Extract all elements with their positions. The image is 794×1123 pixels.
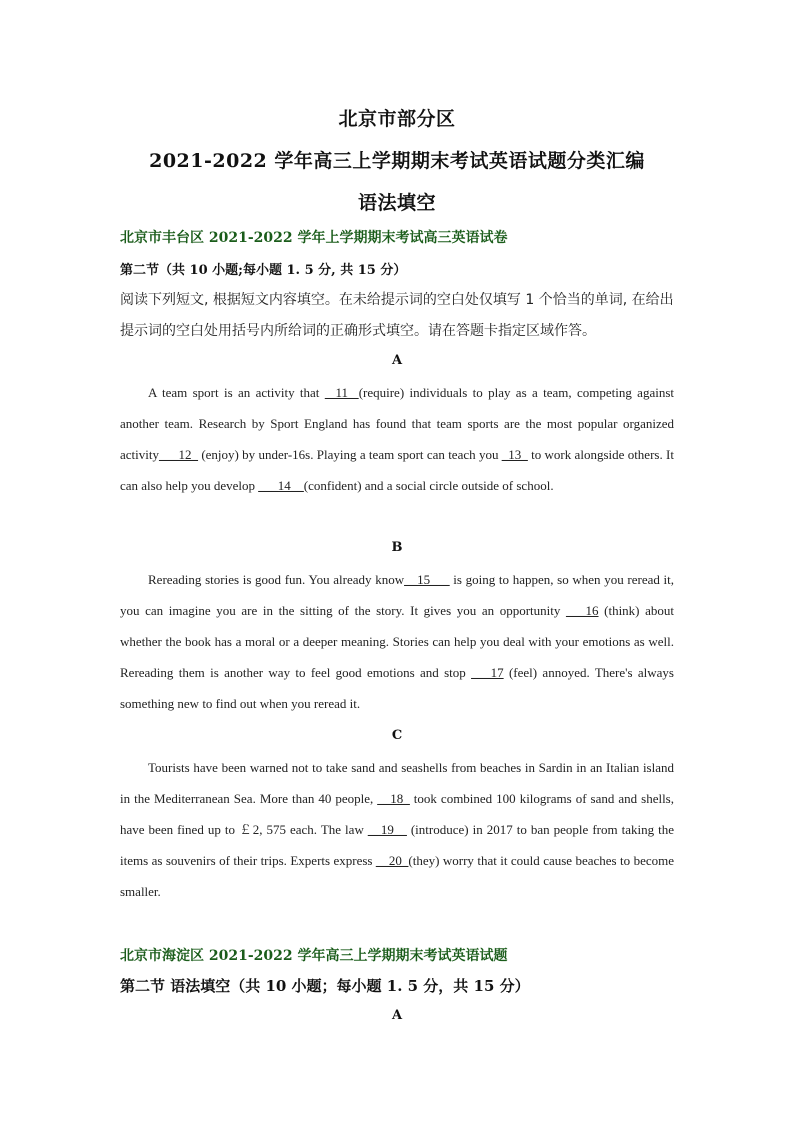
blank-11: 11 [324,385,359,400]
blank-16: ___16 [566,603,599,619]
passage-b-text-3: (think) about whether the book has a moral or a deeper meaning. Stories can help you deal with your emotions as well. Rereading them is another way to feel good emotions and stop [120,603,675,681]
passage-b-text-1: Rereading stories is good fun. You already know [148,572,405,587]
doc-title-region: 北京市部分区 [338,108,456,130]
passage-c-text-1: Tourists have been warned not to take sand and seashells from beaches in Sardin in an Italian island in the Mediterranean Sea. More than 40 people, [120,760,674,807]
passage-a-text-2: (require) individuals to play as a team, competing against another team. Research by Sport England has found that team sports are the most popular organized activity [120,385,674,463]
passage-a-text-5: (confident) and a social circle outside of school. [303,478,554,494]
passage-b-text-2: is going to happen, so when you reread it, you can imagine you are in the sitting of the story. It gives you an opportunity [120,572,675,619]
passage-c-text-2: took combined 100 kilograms of sand and shells, have been fined up to ￡2, 575 each. The law [120,791,674,838]
passage-label-b: B [391,540,403,555]
passage-label-c: C [391,728,403,743]
part-label-fengtai: 第二节（共 10 小题;每小题 1. 5 分, 共 15 分） [120,263,407,278]
passage-c-text-4: (they) worry that it could cause beaches to become smaller. [120,853,674,900]
blank-17: ___17 [471,665,504,681]
doc-title-main: 2021-2022 学年高三上学期期末考试英语试题分类汇编 [149,150,645,172]
blank-15: __15___ [404,572,450,587]
passage-a-text-4: to work alongside others. It can also help you develop [120,447,674,494]
section-title-fengtai: 北京市丰台区 2021-2022 学年上学期期末考试高三英语试卷 [120,230,508,246]
passage-a-text-3: (enjoy) by under-16s. Playing a team sport can teach you [198,447,502,463]
passage-a-text-1: A team sport is an activity that [148,385,325,400]
passage-a [120,377,674,501]
passage-b [120,564,674,719]
blank-20: __20_ [375,853,409,869]
section-title-haidian: 北京市海淀区 2021-2022 学年高三上学期期末考试英语试题 [120,948,508,964]
blank-19: __19__ [367,822,407,838]
part-label-haidian: 第二节 语法填空（共 10 小题；每小题 1. 5 分，共 15 分） [120,977,530,995]
blank-12: ___12_ [159,447,198,463]
passage-c [120,752,674,907]
instructions: 阅读下列短文, 根据短文内容填空。在未给提示词的空白处仅填写 1 个恰当的单词, 在给出提示词的空白处用括号内所给词的正确形式填空。请在答题卡指定区域作答。 [120,292,674,339]
passage-label-haidian-a: A [391,1008,403,1023]
passage-label-a: A [391,353,403,368]
blank-14: ___14__ [258,478,304,494]
doc-title-topic: 语法填空 [357,192,436,214]
passage-c-text-3: (introduce) in 2017 to ban people from taking the items as souvenirs of their trips. Experts express [120,822,674,869]
blank-13: _13_ [501,447,528,463]
passage-b-text-4: (feel) annoyed. There's always something new to find out when you reread it. [120,665,674,712]
blank-18: __18_ [377,791,410,807]
